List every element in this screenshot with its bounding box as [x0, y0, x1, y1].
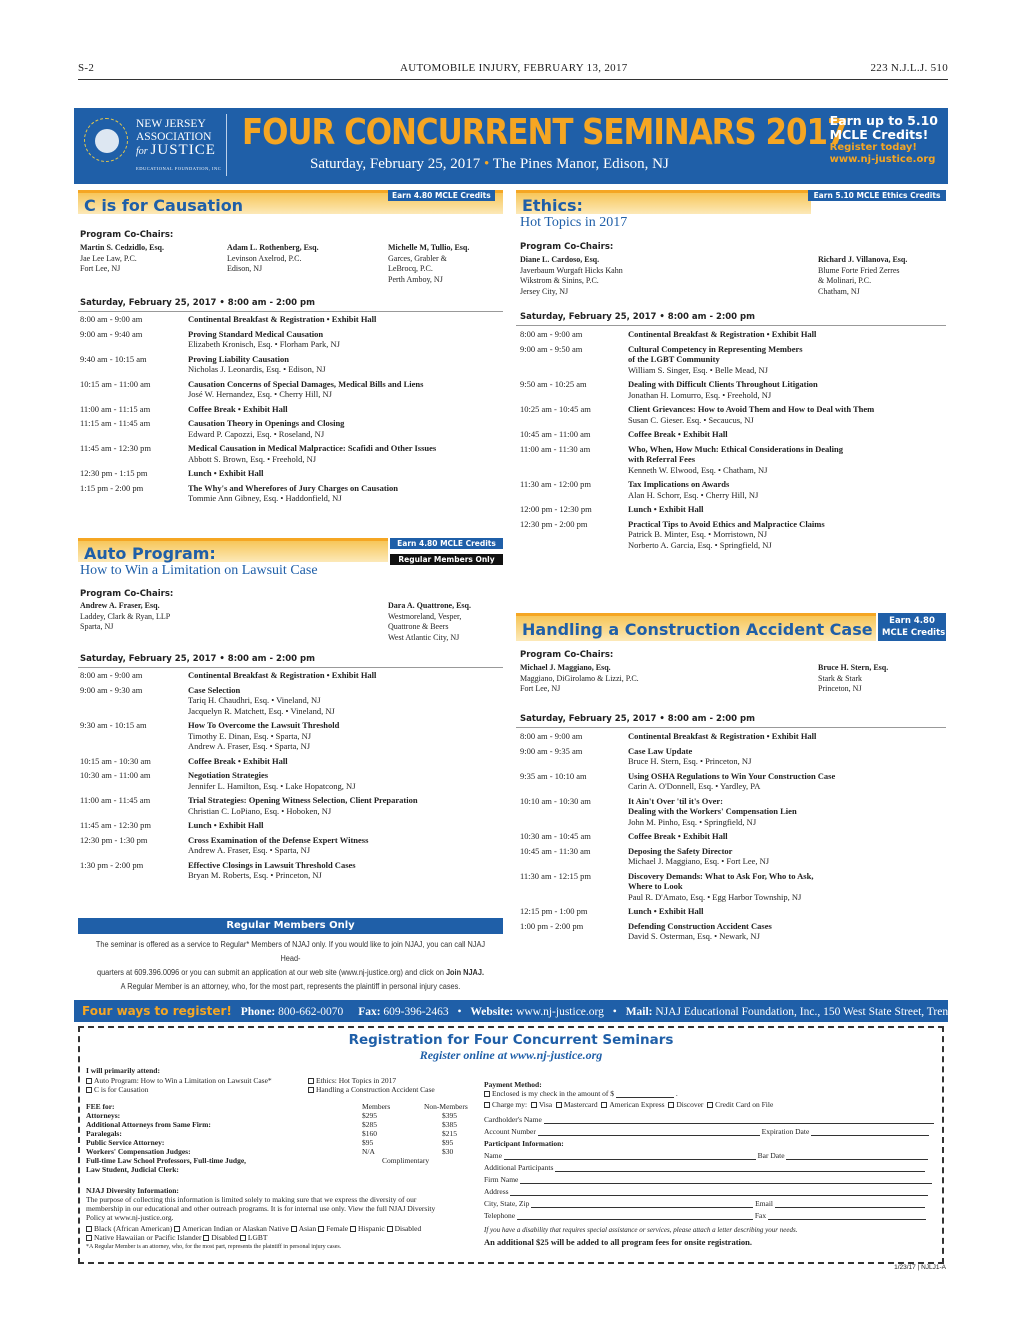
causation-title: C is for Causation — [84, 196, 244, 215]
schedule-row: 11:00 am - 11:45 am Trial Strategies: Opening Witness Selection, Client Preparation Christian C. LoPiano, Esq. • Hoboken, NJ — [80, 795, 418, 816]
construction-header — [516, 613, 876, 641]
schedule-row: 12:30 pm - 1:30 pm Cross Examination of the Defense Expert Witness Andrew A. Fraser, Esq. • Sparta, NJ — [80, 834, 369, 855]
event-date: Saturday, February 25, 2017 — [310, 156, 481, 172]
construction-schedule — [520, 731, 946, 946]
auto-header — [78, 538, 388, 562]
fee-labels: Attorneys: Additional Attorneys from Same Firm: Paralegals: Public Service Attorney: Workers' Compensation Judges: Full-time Law School Professors, Full-time Judge, Law Student, Judicial Clerk: — [86, 1111, 247, 1174]
checkbox[interactable] — [86, 1226, 92, 1232]
schedule-row: 11:45 am - 12:30 pm Lunch • Exhibit Hall — [80, 820, 264, 830]
schedule-row: 11:00 am - 11:30 am Who, When, How Much: Ethical Considerations in Dealing with Referral Fees Kenneth W. Elwood, Esq. • Chatham, NJ — [520, 443, 843, 475]
complimentary: Complimentary — [382, 1156, 430, 1165]
name-field[interactable]: Name Bar Date — [484, 1151, 928, 1160]
auto-date: Saturday, February 25, 2017 • 8:00 am - 2:00 pm — [80, 654, 315, 664]
schedule-row: 9:00 am - 9:35 am Case Law Update Bruce H. Stern, Esq. • Princeton, NJ — [520, 745, 752, 766]
charge-options: Charge my: Visa Mastercard American Express Discover Credit Card on File — [484, 1100, 773, 1109]
form-footnote: *A Regular Member is an attorney, who, for the most part, represents the plaintiff in personal injury cases. — [86, 1244, 342, 1250]
schedule-row: 10:10 am - 10:30 am It Ain't Over 'til it's Over: Dealing with the Workers' Compensation Lien John M. Pinho, Esq. • Springfield, NJ — [520, 795, 797, 827]
logo-divider — [226, 114, 227, 176]
auto-chair-2: Dara A. Quattrone, Esq. Westmoreland, Vesper, Quattrone & Beers West Atlantic City, NJ — [388, 601, 471, 642]
checkbox[interactable] — [484, 1091, 490, 1097]
checkbox[interactable] — [350, 1226, 356, 1232]
schedule-row: 8:00 am - 9:00 am Continental Breakfast & Registration • Exhibit Hall — [80, 314, 377, 324]
checkbox[interactable] — [308, 1087, 314, 1093]
divider — [516, 325, 946, 326]
schedule-row: 9:50 am - 10:25 am Dealing with Difficult Clients Throughout Litigation Jonathan H. Lomurro, Esq. • Freehold, NJ — [520, 379, 818, 400]
regular-members-bar: Regular Members Only — [78, 918, 503, 934]
banner-subtitle — [310, 156, 669, 173]
non-members-col: Non-Members — [424, 1102, 468, 1111]
causation-chair-3: Michelle M, Tullio, Esq. Garces, Grabler & LeBrocq, P.C. Perth Amboy, NJ — [388, 243, 470, 284]
schedule-row: 9:00 am - 9:40 am Proving Standard Medical Causation Elizabeth Kronisch, Esq. • Florham Park, NJ — [80, 328, 340, 349]
website-link[interactable]: www.nj-justice.org — [516, 1006, 604, 1018]
construction-date: Saturday, February 25, 2017 • 8:00 am - 2:00 pm — [520, 714, 755, 724]
schedule-row: 8:00 am - 9:00 am Continental Breakfast & Registration • Exhibit Hall — [80, 670, 377, 680]
causation-date: Saturday, February 25, 2017 • 8:00 am - 2:00 pm — [80, 298, 315, 308]
schedule-row: 10:15 am - 11:00 am Causation Concerns of Special Damages, Medical Bills and Liens José W. Hernandez, Esq. • Cherry Hill, NJ — [80, 378, 424, 399]
fee-for-label: FEE for: — [86, 1102, 115, 1111]
banner — [74, 108, 948, 184]
schedule-row: 11:30 am - 12:15 pm Discovery Demands: What to Ask For, Who to Ask, Where to Look Paul R. D'Amato, Esq. • Egg Harbor Township, NJ — [520, 870, 814, 902]
running-head — [78, 62, 948, 76]
form-title: Registration for Four Concurrent Seminars — [348, 1032, 674, 1048]
option-causation[interactable]: C is for Causation — [86, 1085, 148, 1094]
schedule-row: 9:00 am - 9:30 am Case Selection Tariq H. Chaudhri, Esq. • Vineland, NJ Jacquelyn R. Matchett, Esq. • Vineland, NJ — [80, 684, 335, 716]
city-field[interactable]: City, State, Zip Email — [484, 1199, 925, 1208]
citation: 223 N.J.L.J. 510 — [870, 62, 948, 74]
cardholder-field[interactable]: Cardholder's Name — [484, 1115, 934, 1124]
members-col: Members — [362, 1102, 391, 1111]
schedule-row: 12:30 pm - 2:00 pm Practical Tips to Avoid Ethics and Malpractice Claims Patrick B. Minter, Esq. • Morristown, NJ Norberto A. Garcia, Esq. • Springfield, NJ — [520, 518, 825, 550]
schedule-row: 10:15 am - 10:30 am Coffee Break • Exhibit Hall — [80, 755, 288, 766]
ethics-cochairs-label: Program Co-Chairs: — [520, 242, 614, 252]
checkbox[interactable] — [387, 1226, 393, 1232]
separator: • — [484, 156, 490, 172]
construction-chair-2: Bruce H. Stern, Esq. Stark & Stark Princeton, NJ — [818, 663, 889, 693]
causation-chair-1: Martin S. Cedzidlo, Esq. Jae Lee Law, P.C. Fort Lee, NJ — [80, 243, 165, 273]
seal-icon — [84, 118, 128, 162]
causation-chair-2: Adam L. Rothenberg, Esq. Levinson Axelrod, P.C. Edison, NJ — [227, 243, 319, 273]
schedule-row: 1:00 pm - 2:00 pm Defending Construction Accident Cases David S. Osterman, Esq. • Newark, NJ — [520, 920, 772, 941]
logo-for: for — [136, 146, 148, 157]
construction-title: Handling a Construction Accident Case — [522, 620, 873, 639]
banner-website[interactable]: www.nj-justice.org — [829, 154, 936, 165]
firm-field[interactable]: Firm Name — [484, 1175, 932, 1184]
checkbox[interactable] — [484, 1102, 490, 1108]
checkbox[interactable] — [668, 1102, 674, 1108]
attend-label: I will primarily attend: — [86, 1066, 160, 1075]
schedule-row: 12:30 pm - 1:15 pm Lunch • Exhibit Hall — [80, 468, 264, 478]
njaj-logo — [84, 114, 224, 178]
ethics-subtitle: Hot Topics in 2017 — [520, 215, 628, 230]
non-member-fees: $395 $385 $215 $95 $30 — [442, 1111, 457, 1156]
mail-address: NJAJ Educational Foundation, Inc., 150 West State Street, Trenton, NJ 08608 — [655, 1006, 1013, 1018]
ethics-schedule — [520, 329, 946, 554]
event-place: The Pines Manor, Edison, NJ — [492, 156, 669, 172]
schedule-row: 8:00 am - 9:00 am Continental Breakfast & Registration • Exhibit Hall — [520, 731, 817, 741]
diversity-text: The purpose of collecting this information is limited solely to making sure that we express the diversity of our membership in our educational and other outreach programs. It is for internal use only. View the full NJAJ Diversity Policy at www.nj-justice.org. — [86, 1195, 436, 1222]
footer-code: 1/23/17 | NJLJ1-A — [894, 1264, 946, 1271]
checkbox[interactable] — [291, 1226, 297, 1232]
construction-chair-1: Michael J. Maggiano, Esq. Maggiano, DiGirolamo & Lizzi, P.C. Fort Lee, NJ — [520, 663, 639, 693]
ethics-title: Ethics: — [522, 196, 583, 215]
schedule-row: 8:00 am - 9:00 am Continental Breakfast & Registration • Exhibit Hall — [520, 329, 817, 339]
logo-line1: NEW JERSEY — [136, 118, 206, 130]
logo-line3: JUSTICE — [150, 142, 216, 158]
schedule-row: 10:25 am - 10:45 am Client Grievances: How to Avoid Them and How to Deal with Them Susan C. Gieser. Esq. • Secaucus, NJ — [520, 404, 875, 425]
schedule-row: 10:30 am - 10:45 am Coffee Break • Exhibit Hall — [520, 831, 728, 841]
causation-schedule — [80, 314, 505, 508]
schedule-row: 11:00 am - 11:15 am Coffee Break • Exhibit Hall — [80, 403, 288, 414]
divider — [78, 311, 503, 312]
address-field[interactable]: Address — [484, 1187, 928, 1196]
schedule-row: 10:45 am - 11:00 am Coffee Break • Exhibit Hall — [520, 429, 728, 439]
schedule-row: 1:15 pm - 2:00 pm The Why's and Wherefores of Jury Charges on Causation Tommie Ann Gibney, Esq. • Haddonfield, NJ — [80, 482, 399, 503]
logo-line2: ASSOCIATION — [136, 131, 212, 143]
auto-schedule — [80, 670, 505, 885]
checkbox[interactable] — [531, 1102, 537, 1108]
checkbox[interactable] — [86, 1078, 92, 1084]
additional-participants-field[interactable]: Additional Participants — [484, 1163, 925, 1172]
telephone-field[interactable]: Telephone Fax — [484, 1211, 926, 1220]
option-ethics[interactable]: Ethics: Hot Topics in 2017 — [308, 1076, 396, 1085]
causation-cochairs-label: Program Co-Chairs: — [80, 230, 174, 240]
schedule-row: 12:00 pm - 12:30 pm Lunch • Exhibit Hall — [520, 504, 704, 514]
ethics-date: Saturday, February 25, 2017 • 8:00 am - 2:00 pm — [520, 312, 755, 322]
auto-chair-1: Andrew A. Fraser, Esq. Laddey, Clark & Ryan, LLP Sparta, NJ — [80, 601, 171, 631]
onsite-note: An additional $25 will be added to all program fees for onsite registration. — [484, 1237, 752, 1247]
construction-cochairs-label: Program Co-Chairs: — [520, 650, 614, 660]
schedule-row: 1:30 pm - 2:00 pm Effective Closings in Lawsuit Threshold Cases Bryan M. Roberts, Esq. • Princeton, NJ — [80, 859, 356, 880]
form-subtitle: Register online at www.nj-justice.org — [419, 1048, 603, 1062]
diversity-heading: NJAJ Diversity Information: — [86, 1186, 179, 1195]
registration-form — [78, 1026, 944, 1264]
auto-subtitle: How to Win a Limitation on Lawsuit Case — [80, 563, 318, 578]
top-rule — [78, 79, 948, 80]
join-link[interactable]: Join NJAJ. — [445, 968, 485, 977]
ethics-chair-1: Diane L. Cardoso, Esq. Javerbaum Wurgaft Hicks Kahn Wikstrom & Sinins, P.C. Jersey City, NJ — [520, 255, 623, 296]
auto-members-only: Regular Members Only — [390, 554, 503, 565]
checkbox[interactable] — [707, 1102, 713, 1108]
ethics-header — [516, 190, 811, 214]
checkbox[interactable] — [308, 1078, 314, 1084]
checkbox[interactable] — [240, 1235, 246, 1241]
schedule-row: 9:30 am - 10:15 am How To Overcome the Lawsuit Threshold Timothy E. Dinan, Esq. • Sparta, NJ Andrew A. Fraser, Esq. • Sparta, NJ — [80, 720, 340, 751]
divider — [516, 727, 946, 728]
fax-number: 609-396-2463 — [383, 1006, 449, 1018]
auto-cochairs-label: Program Co-Chairs: — [80, 589, 174, 599]
page-number: S-2 — [78, 62, 95, 74]
schedule-row: 11:30 am - 12:00 pm Tax Implications on Awards Alan H. Schorr, Esq. • Cherry Hill, NJ — [520, 479, 759, 500]
checkbox[interactable] — [318, 1226, 324, 1232]
schedule-row: 10:30 am - 11:00 am Negotiation Strategies Jennifer L. Hamilton, Esq. • Lake Hopatcong, NJ — [80, 770, 356, 791]
diversity-options-2: Native Hawaiian or Pacific Islander Disabled LGBT — [86, 1233, 267, 1242]
disability-note: If you have a disability that requires special assistance or services, please attach a letter describing your needs. — [484, 1226, 798, 1234]
auto-credits: Earn 4.80 MCLE Credits — [390, 538, 503, 549]
banner-credit-line1: Earn up to 5.10 — [829, 113, 938, 128]
diversity-options-1: Black (African American) American Indian or Alaskan Native Asian Female Hispanic Disabled — [86, 1224, 421, 1233]
banner-register: Register today! — [829, 142, 917, 153]
four-ways-bar: Four ways to register! Phone: 800-662-0070 Fax: 609-396-2463 • Website: www.nj-justice.org • Mail: NJAJ Educational Foundation, Inc., 150 West State Street, Trenton, NJ 08608 — [74, 1000, 948, 1022]
construction-credits: Earn 4.80 MCLE Credits — [878, 613, 946, 641]
schedule-row: 9:35 am - 10:10 am Using OSHA Regulations to Win Your Construction Case Carin A. O'Donnell, Esq. • Yardley, PA — [520, 770, 836, 791]
check-option[interactable]: Enclosed is my check in the amount of $ . — [484, 1089, 678, 1098]
checkbox[interactable] — [86, 1087, 92, 1093]
schedule-row: 9:00 am - 9:50 am Cultural Competency in Representing Members of the LGBT Community William S. Singer, Esq. • Belle Mead, NJ — [520, 343, 803, 375]
option-auto[interactable]: Auto Program: How to Win a Limitation on Lawsuit Case* — [86, 1076, 272, 1085]
member-fees: $295 $285 $160 $95 N/A — [362, 1111, 377, 1156]
regular-members-text: The seminar is offered as a service to Regular* Members of NJAJ only. If you would like to join NJAJ, you can call NJAJ Head- quarters at 609.396.0096 or you can submit an application at our web site (www.nj-justice.org) and click on Join NJAJ. A Regular Member is an attorney, who, for the most part, represents the plaintiff in personal injury cases. — [95, 940, 486, 991]
schedule-row: 10:45 am - 11:30 am Deposing the Safety Director Michael J. Maggiano, Esq. • Fort Lee, NJ — [520, 845, 770, 866]
account-field[interactable]: Account Number Expiration Date — [484, 1127, 929, 1136]
option-construction[interactable]: Handling a Construction Accident Case — [308, 1085, 435, 1094]
schedule-row: 11:15 am - 11:45 am Causation Theory in Openings and Closing Edward P. Capozzi, Esq. • Roseland, NJ — [80, 418, 345, 439]
participant-heading: Participant Information: — [484, 1139, 564, 1148]
banner-credit-line2: MCLE Credits! — [829, 127, 929, 142]
payment-heading: Payment Method: — [484, 1080, 542, 1089]
divider — [78, 667, 503, 668]
four-ways-label: Four ways to register! — [82, 1004, 232, 1018]
ethics-chair-2: Richard J. Villanova, Esq. Blume Forte Fried Zerres & Molinari, P.C. Chatham, NJ — [818, 255, 908, 296]
checkbox[interactable] — [203, 1235, 209, 1241]
banner-credits — [830, 114, 938, 166]
schedule-row: 11:45 am - 12:30 pm Medical Causation in Medical Malpractice: Scafidi and Other Issues Abbott S. Brown, Esq. • Freehold, NJ — [80, 443, 437, 464]
auto-title: Auto Program: — [84, 544, 216, 563]
checkbox[interactable] — [86, 1235, 92, 1241]
ethics-credits: Earn 5.10 MCLE Ethics Credits — [808, 190, 946, 201]
schedule-row: 9:40 am - 10:15 am Proving Liability Causation Nicholas J. Leonardis, Esq. • Edison, NJ — [80, 353, 326, 374]
causation-credits: Earn 4.80 MCLE Credits — [388, 190, 495, 201]
schedule-row: 12:15 pm - 1:00 pm Lunch • Exhibit Hall — [520, 906, 704, 916]
section-title: AUTOMOBILE INJURY, FEBRUARY 13, 2017 — [400, 62, 628, 74]
phone-number[interactable]: 800-662-0070 — [278, 1006, 344, 1018]
checkbox[interactable] — [601, 1102, 607, 1108]
checkbox[interactable] — [556, 1102, 562, 1108]
logo-sub: EDUCATIONAL FOUNDATION, INC — [136, 166, 222, 171]
banner-title: FOUR CONCURRENT SEMINARS 2017 — [242, 112, 848, 153]
checkbox[interactable] — [174, 1226, 180, 1232]
